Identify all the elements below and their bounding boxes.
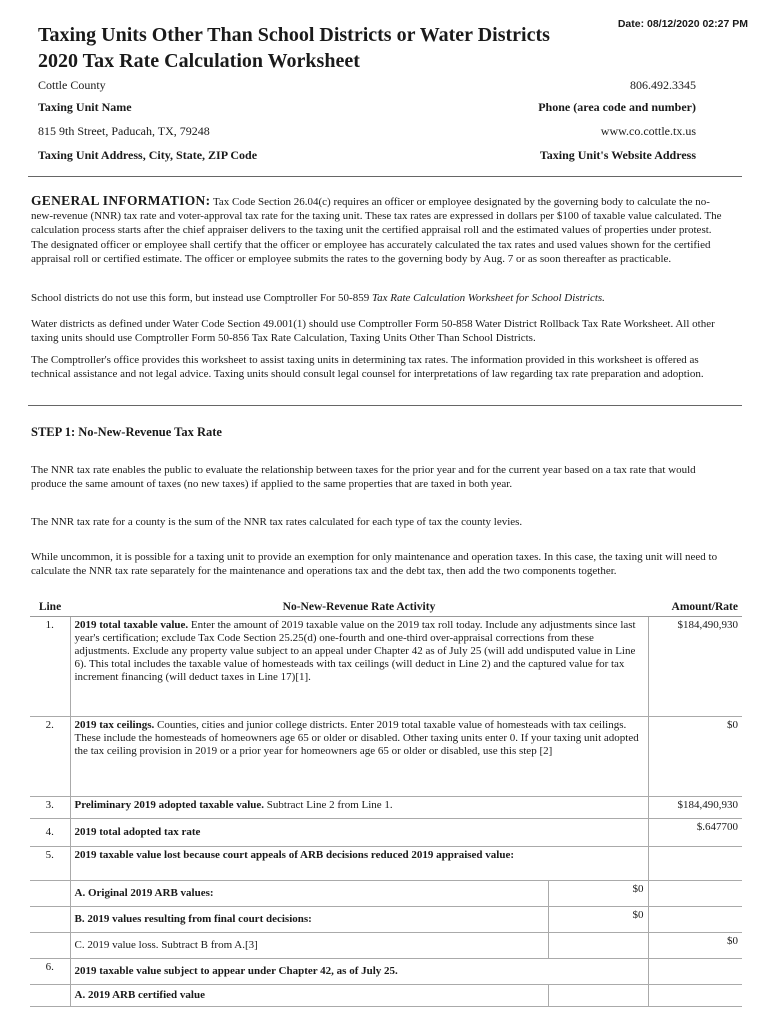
title-line-1: Taxing Units Other Than School Districts or Water Districts [38,24,550,46]
line-text: Enter the amount of 2019 taxable value on the 2019 tax roll today. Include any adjustments since last year's certification; exclude Tax Code Section 25.25(d) one-fourth and one-third over-appraisal corrections from these adjustments. Exclude any property value subject to an appeal under Chapter 42 as of July 25 (will add undisputed value in Line 6). This total includes the taxable value of homesteads with tax ceilings (will deduct in Line 2) and the captured value for tax increment financing (will deduct taxes in Line 17)[1]. [74,619,636,683]
line-subvalue [548,933,648,959]
line-number [30,881,70,907]
line-amount: $184,490,930 [648,797,742,819]
table-row [30,985,742,1007]
phone-label: Phone (area code and number) [538,100,696,114]
divider [28,405,742,406]
line-title: A. Original 2019 ARB values: [74,887,214,900]
line-subvalue: $0 [548,881,648,907]
line-description [70,933,548,959]
phone-value: 806.492.3345 [630,78,696,92]
line-title: 2019 tax ceilings. [74,719,155,731]
print-date: Date: 08/12/2020 02:27 PM [617,18,748,30]
general-info-p3: Water districts as defined under Water Code Section 49.001(1) should use Comptroller Form 50-858 Water District Rollback Tax Rate Worksheet. All other taxing units should use Comptroller Form 50-856 Tax Rate Calculation, Taxing Units Other Than School Districts. [31,318,715,345]
step1-p1: The NNR tax rate enables the public to evaluate the relationship between taxes for the prior year and for the current year based on a tax rate that would produce the same amount of taxes (no new taxes) if applied to the same properties that are taxed in both year. [31,464,696,491]
general-info-p2-form-name: Tax Rate Calculation Worksheet for School Districts. [371,292,605,304]
line-description [70,959,648,985]
line-title: A. 2019 ARB certified value [74,989,205,1002]
line-title: B. 2019 values resulting from final court decisions: [74,913,312,926]
line-text: Subtract Line 2 from Line 1. [264,799,393,811]
table-row [30,933,742,959]
line-subvalue: $0 [548,907,648,933]
line-amount: $.647700 [648,819,742,847]
line-amount: $184,490,930 [648,617,742,717]
website-value: www.co.cottle.tx.us [600,124,696,138]
table-row [30,907,742,933]
line-description [70,985,548,1007]
address-label: Taxing Unit Address, City, State, ZIP Code [38,148,258,162]
line-description [70,819,648,847]
line-number [30,933,70,959]
line-description [70,881,548,907]
table-row [30,617,742,717]
table-row [30,959,742,985]
table-row [30,847,742,881]
line-number [30,907,70,933]
col-amount-header: Amount/Rate [648,598,742,617]
line-description [70,617,648,717]
line-title: 2019 total taxable value. [74,619,189,631]
title-line-2: 2020 Tax Rate Calculation Worksheet [38,50,360,72]
line-title: 2019 taxable value subject to appear under Chapter 42, as of July 25. [74,965,398,978]
line-number: 3. [30,797,70,819]
step1-p3: While uncommon, it is possible for a taxing unit to provide an exemption for only maintenance and operation taxes. In this case, the taxing unit will need to calculate the NNR tax rate separately for the maintenance and operations tax and the debt tax, then add the two components together. [31,551,718,578]
line-amount [648,881,742,907]
table-row [30,881,742,907]
address-value: 815 9th Street, Paducah, TX, 79248 [38,124,210,138]
line-amount: $0 [648,717,742,797]
line-number: 4. [30,819,70,847]
line-amount [648,985,742,1007]
line-amount: $0 [648,933,742,959]
line-subvalue [548,985,648,1007]
general-info-p2 [31,291,730,305]
line-amount [648,959,742,985]
line-description [70,907,548,933]
step1-p2: The NNR tax rate for a county is the sum of the NNR tax rates calculated for each type of tax the county levies. [31,516,523,528]
line-amount [648,907,742,933]
worksheet-table [30,598,742,1007]
col-line-header: Line [30,598,70,617]
taxing-unit-name-value: Cottle County [38,78,106,92]
line-number: 1. [30,617,70,717]
divider [28,176,742,177]
line-number: 2. [30,717,70,797]
general-info-p2-text: School districts do not use this form, but instead use Comptroller For 50-859 [31,292,372,304]
line-text: C. 2019 value loss. Subtract B from A.[3] [74,939,258,952]
table-row [30,819,742,847]
website-label: Taxing Unit's Website Address [539,148,696,162]
step1-heading: STEP 1: No-New-Revenue Tax Rate [31,425,222,439]
general-info-heading: GENERAL INFORMATION: [31,193,211,208]
general-info-p4: The Comptroller's office provides this worksheet to assist taxing units in determining tax rates. The information provided in this worksheet is offered as technical assistance and not legal advice. Taxing units should consult legal counsel for interpretations of law regarding tax rate preparation and adoption. [31,354,704,381]
line-title: Preliminary 2019 adopted taxable value. [74,799,265,811]
form-title [38,22,550,74]
line-title: 2019 total adopted tax rate [74,826,201,839]
line-description [70,847,648,881]
line-number: 5. [30,847,70,881]
line-title: 2019 taxable value lost because court appeals of ARB decisions reduced 2019 appraised value: [74,849,515,861]
general-info-text: Tax Code Section 26.04(c) requires an officer or employee designated by the governing body to calculate the no-new-revenue (NNR) tax rate and voter-approval tax rate for the taxing unit. These tax rates are expressed in dollars per $100 of taxable value calculated. The calculation process starts after the chief appraiser delivers to the taxing unit the certified appraisal roll and the estimated values of properties under protest. The designated officer or employee shall certify that the officer or employee has accurately calculated the tax rates and used values shown for the certified appraisal roll or certified estimate. The officer or employee submits the rates to the governing body by Aug. 7 or as soon thereafter as practicable. [31,196,722,265]
line-description [70,717,648,797]
taxing-unit-name-label: Taxing Unit Name [38,100,132,114]
table-row [30,797,742,819]
table-header [30,598,742,617]
line-amount [648,847,742,881]
line-text: Counties, cities and junior college districts. Enter 2019 total taxable value of homesteads with tax ceilings. These include the homesteads of homeowners age 65 or older or disabled. Other taxing units enter 0. If your taxing unit adopted the tax ceiling provision in 2019 or a prior year for homeowners age 65 or older or disabled, use this step [2] [74,719,639,757]
col-activity-header: No-New-Revenue Rate Activity [70,598,648,617]
line-number [30,985,70,1007]
line-number: 6. [30,959,70,985]
general-info-p1 [31,194,730,266]
table-row [30,717,742,797]
line-description [70,797,648,819]
